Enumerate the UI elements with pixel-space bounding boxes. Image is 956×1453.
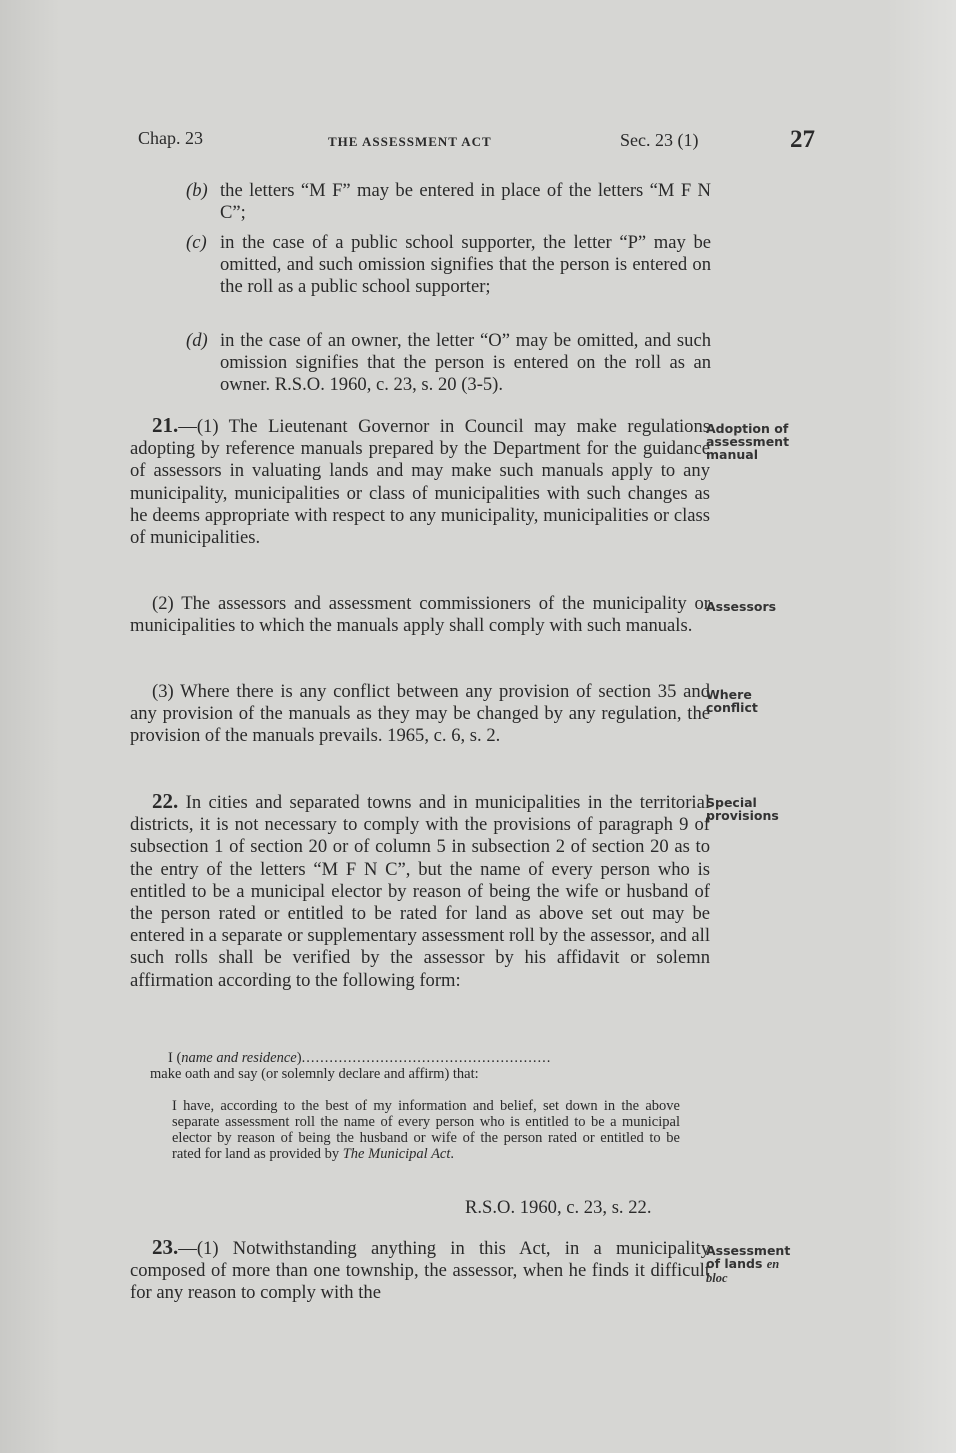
margin-note-where-conflict: Where conflict bbox=[706, 687, 758, 715]
running-header bbox=[138, 126, 828, 166]
affidavit-end: . bbox=[450, 1146, 455, 1162]
margin-note-special-provisions: Special provisions bbox=[706, 795, 779, 823]
section-23-subsection-1 bbox=[130, 1236, 710, 1305]
section-22-citation: R.S.O. 1960, c. 23, s. 22. bbox=[465, 1197, 652, 1218]
margin-note-adoption: Adoption of assessment manual bbox=[706, 421, 790, 462]
clause-text: in the case of an owner, the letter “O” may be omitted, and such omission signifies that the person is entered on the roll as an owner. R.S.O. 1960, c. 23, s. 20 (3-5). bbox=[220, 330, 711, 396]
section-number: 22. bbox=[152, 789, 179, 813]
header-title: THE ASSESSMENT ACT bbox=[328, 134, 492, 149]
margin-note-assessors: Assessors bbox=[706, 599, 777, 614]
margin-note-assessment-lands bbox=[706, 1244, 796, 1285]
clause-label: (d) bbox=[186, 330, 208, 351]
affidavit-text bbox=[150, 1098, 680, 1162]
section-number: 23. bbox=[152, 1235, 179, 1259]
section-21-subsection-2: (2) The assessors and assessment commissioners of the municipality or municipalities to which the manuals apply shall comply with such manuals. bbox=[130, 593, 710, 637]
clause-label: (b) bbox=[186, 180, 208, 201]
page-number: 27 bbox=[790, 126, 815, 153]
section-text: In cities and separated towns and in municipalities in the territorial districts, it is not necessary to comply with the provisions of paragraph 9 of subsection 1 of section 20 or of column 5 in subsection 2 of section 20 as to the entry of the letters “M F N C”, but the name of every person who is entitled to be a municipal elector by reason of being the wife or husband of the person rated or entitled to be rated for land as above set out may be entered in a separate or supplementary assessment roll by the assessor, and all such rolls shall be verified by the assessor by his affidavit or solemn affirmation according to the following form: bbox=[130, 792, 710, 991]
section-21-subsection-1 bbox=[130, 414, 710, 549]
form-prefix: I ( bbox=[168, 1050, 182, 1066]
clause-b bbox=[186, 180, 711, 224]
affidavit-form bbox=[150, 1050, 680, 1162]
scan-shadow-right bbox=[886, 0, 956, 1453]
margin-note-text: Assessment of lands bbox=[706, 1243, 791, 1271]
clause-text: the letters “M F” may be entered in place of the letters “M F N C”; bbox=[220, 180, 711, 224]
form-suffix: ) bbox=[296, 1050, 302, 1066]
form-placeholder: name and residence bbox=[181, 1050, 297, 1066]
clause-text: in the case of a public school supporter, the letter “P” may be omitted, and such omission signifies that the person is entered on the roll as a public school supporter; bbox=[220, 232, 711, 298]
form-line-oath: make oath and say (or solemnly declare and affirm) that: bbox=[150, 1066, 479, 1082]
clause-d bbox=[186, 330, 711, 397]
section-21-subsection-3: (3) Where there is any conflict between any provision of section 35 and any provision of the manuals as they may be changed by any regulation, the provision of the manuals prevails. 1965, c. 6, s. 2. bbox=[130, 681, 710, 747]
form-line-name bbox=[150, 1050, 680, 1066]
clause-label: (c) bbox=[186, 232, 207, 253]
act-name: The Municipal Act bbox=[342, 1146, 451, 1162]
section-text: —(1) Notwithstanding anything in this Act, in a municipality composed of more than one township, the assessor, when he finds it difficult for any reason to comply with the bbox=[130, 1238, 710, 1304]
margin-note-italic: en bloc bbox=[706, 1257, 780, 1285]
section-text: —(1) The Lieutenant Governor in Council may make regulations adopting by reference manuals prepared by the Department for the guidance of assessors in valuating lands and may make such manuals apply to any municipality, municipalities or class of municipalities with such changes as he deems appropriate with respect to any municipality, municipalities or class of municipalities. bbox=[130, 416, 710, 549]
section-number: 21. bbox=[152, 413, 179, 437]
form-dots: ...................................................... bbox=[301, 1050, 552, 1066]
scan-shadow-left bbox=[0, 0, 60, 1453]
clause-c bbox=[186, 232, 711, 299]
affidavit-body: I have, according to the best of my information and belief, set down in the above separate assessment roll the name of every person who is entitled to be a municipal elector by reason of being the husband or wife of the person rated or entitled to be rated for land as provided by bbox=[172, 1098, 680, 1162]
header-section: Sec. 23 (1) bbox=[620, 130, 699, 150]
header-chapter: Chap. 23 bbox=[138, 128, 203, 148]
section-22 bbox=[130, 790, 710, 992]
